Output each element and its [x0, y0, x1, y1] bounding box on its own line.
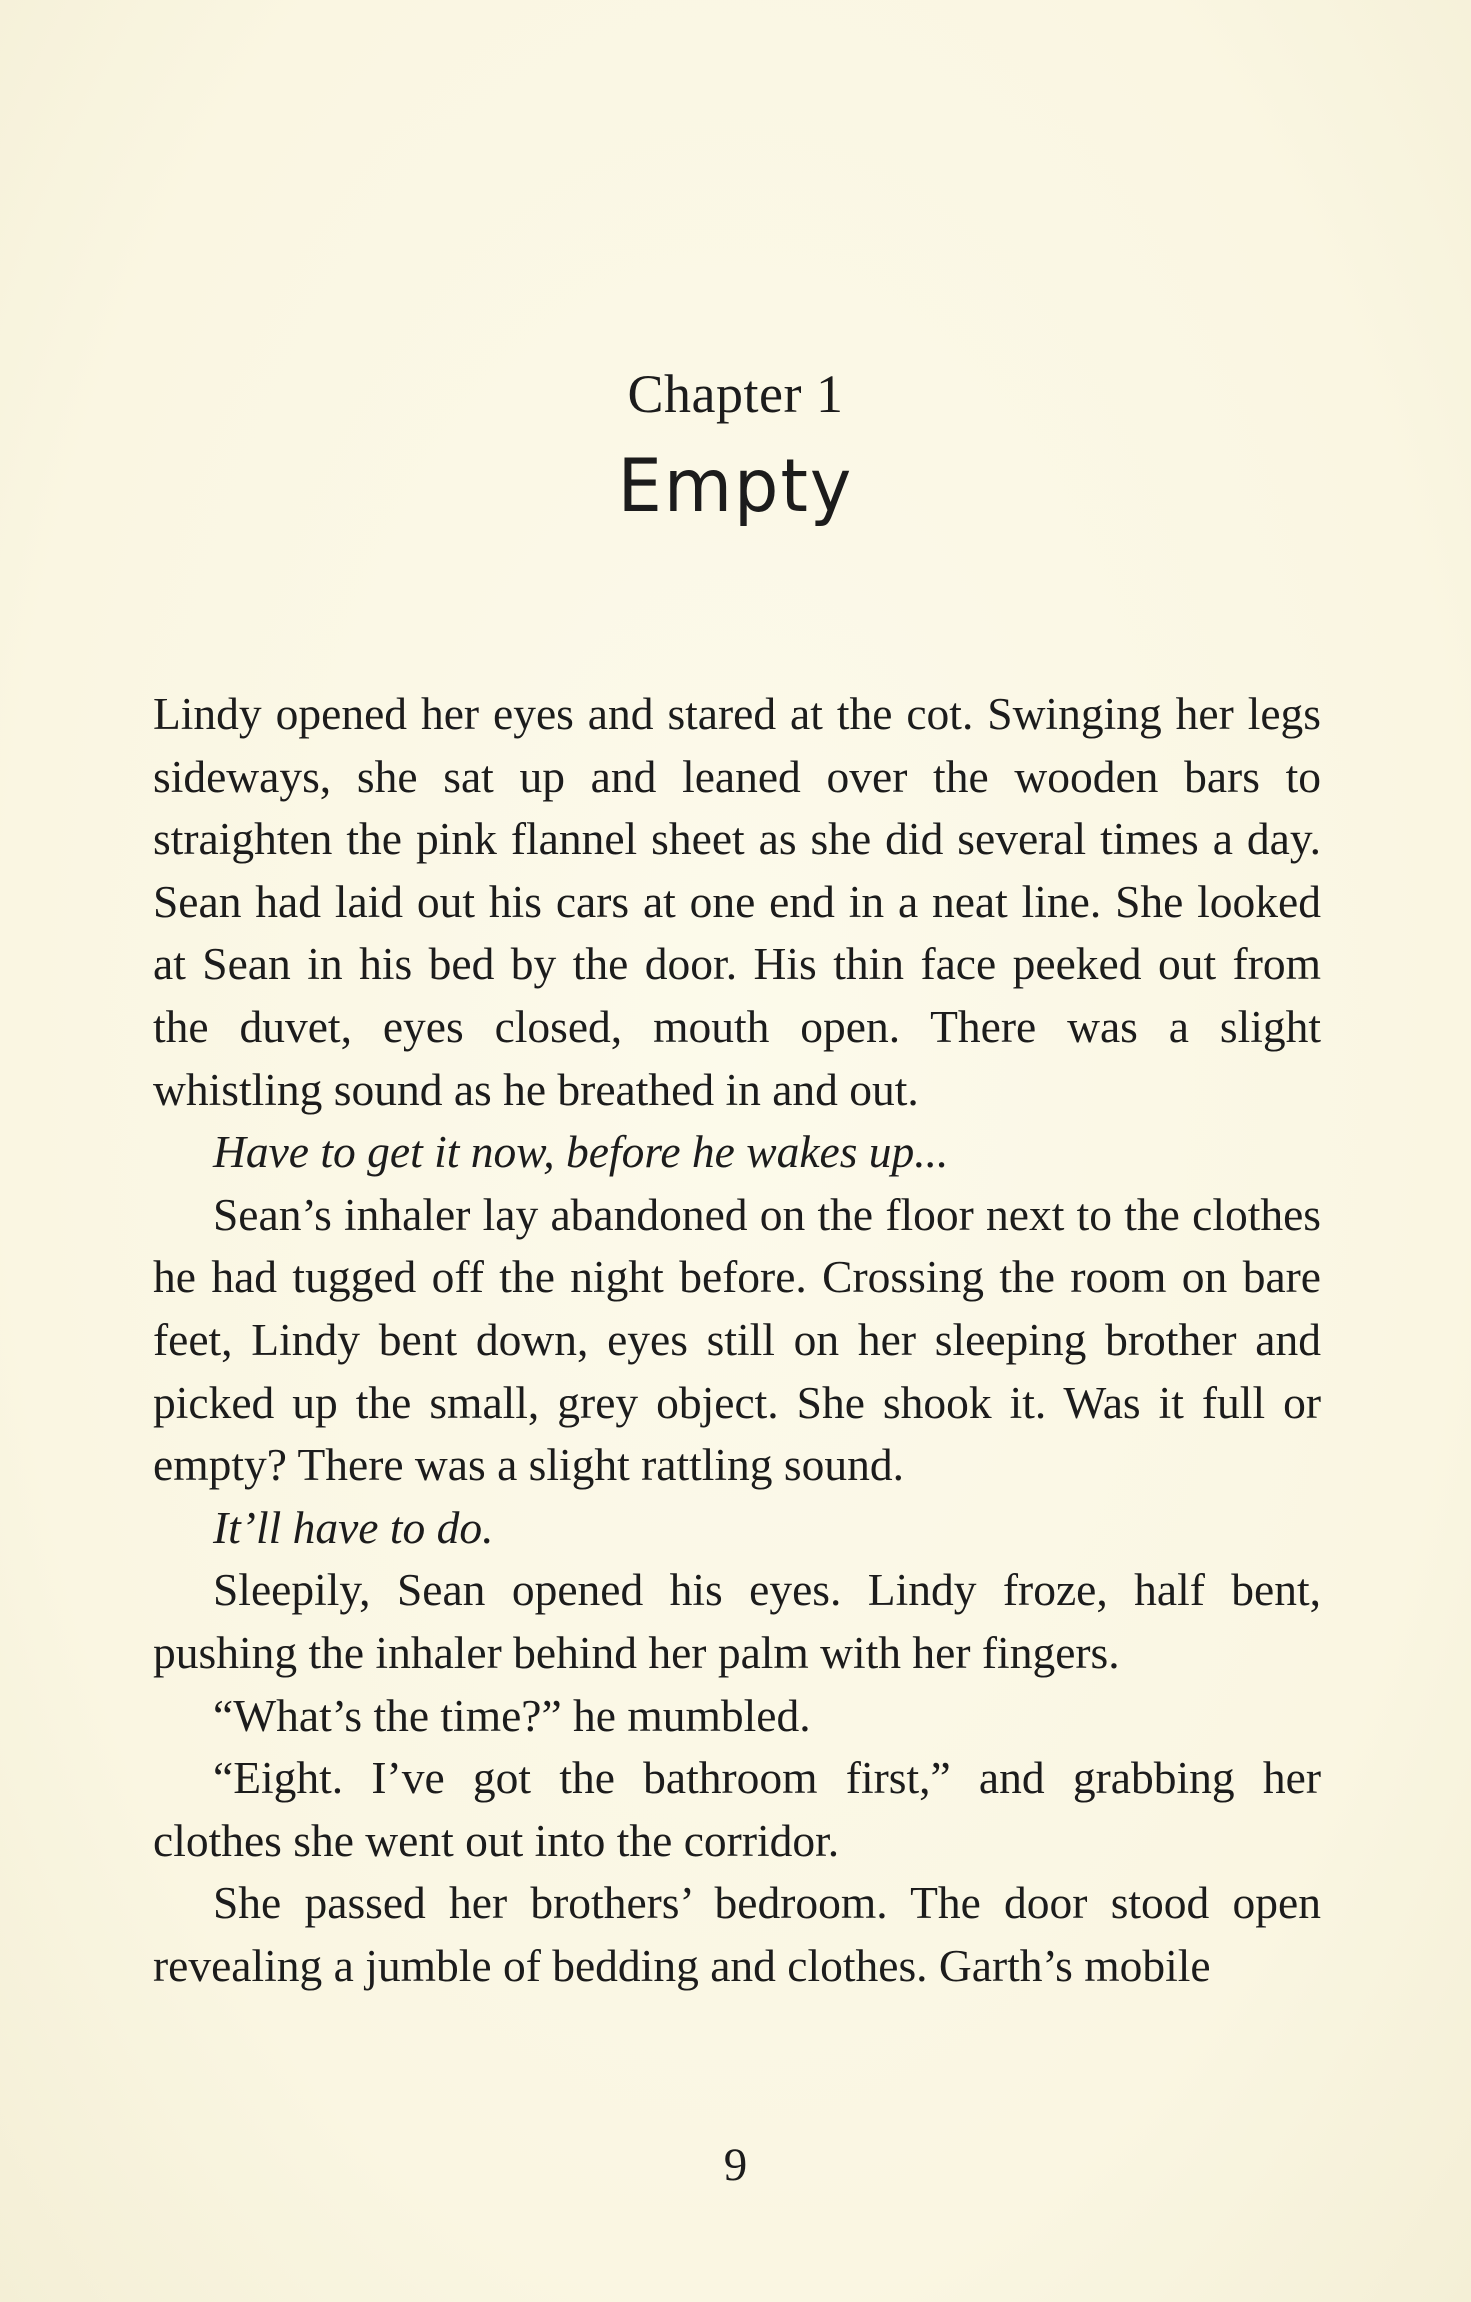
page-number: 9 [723, 2139, 748, 2191]
paragraph: Sean’s inhaler lay abandoned on the floor next to the clothes he had tugged off the night before. Crossing the room on bare feet, Lindy bent down, eyes still on her sleeping brother and picked up the small, grey object. She shook it. Was it full or empty? There was a slight rattling sound. [153, 1188, 1321, 1491]
paragraph-dialogue: “What’s the time?” he mumbled. [213, 1689, 811, 1741]
paragraph: Lindy opened her eyes and stared at the cot. Swinging her legs sideways, she sat up and leaned over the wooden bars to straighten the pink flannel sheet as she did several times a day. Sean had laid out his cars at one end in a neat line. She looked at Sean in his bed by the door. His thin face peeked out from the duvet, eyes closed, mouth open. There was a slight whistling sound as he breathed in and out. [153, 688, 1321, 1115]
paragraph: She passed her brothers’ bedroom. The door stood open revealing a jumble of bedding and clothes. Garth’s mobile [153, 1877, 1321, 1991]
paragraph: Sleepily, Sean opened his eyes. Lindy froze, half bent, pushing the inhaler behind her palm with her fingers. [153, 1564, 1321, 1678]
paragraph-italic-thought: Have to get it now, before he wakes up... [213, 1126, 949, 1178]
paragraph-italic-thought: It’ll have to do. [213, 1501, 494, 1553]
chapter-number-heading: Chapter 1 [627, 364, 844, 424]
chapter-title: Empty [617, 442, 854, 530]
paragraph-dialogue: “Eight. I’ve got the bathroom first,” and grabbing her clothes she went out into the corridor. [153, 1752, 1321, 1866]
chapter-body [153, 683, 1321, 1997]
